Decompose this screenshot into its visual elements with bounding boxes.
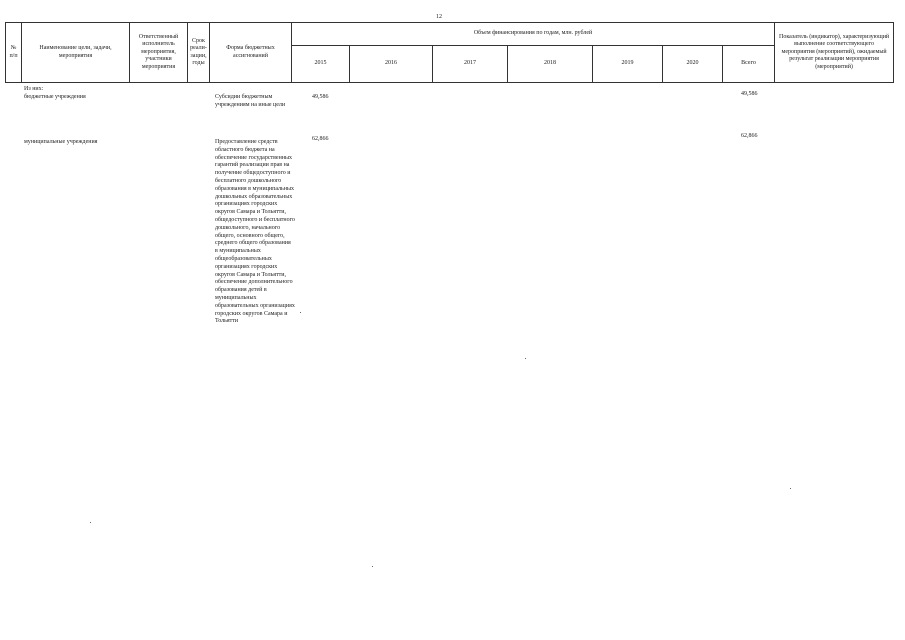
row-budget-institutions-total: 49,586 — [741, 91, 758, 97]
header-total: Всего — [723, 46, 775, 83]
header-name: Наименование цели, задачи, мероприятия — [22, 23, 130, 83]
header-year-2020: 2020 — [663, 46, 723, 83]
header-year-2017: 2017 — [433, 46, 508, 83]
header-indicator: Показатель (индикатор), характеризующий выполнение соответствующего мероприятия (мероприятий), ожидаемый результат реализации мероприятия (мероприятий) — [775, 23, 894, 83]
header-funding: Объем финансирования по годам, млн. рублей — [292, 23, 775, 46]
scan-speck — [372, 566, 373, 567]
row-budget-institutions-form: Субсидии бюджетным учреждениям на иные цели — [215, 94, 286, 108]
page-number: 12 — [436, 14, 442, 20]
scan-speck — [300, 312, 301, 313]
scan-speck — [90, 522, 91, 523]
row-budget-institutions-2015: 49,586 — [312, 94, 329, 100]
header-year-2018: 2018 — [508, 46, 593, 83]
budget-table-header — [5, 22, 894, 83]
header-year-2015: 2015 — [292, 46, 350, 83]
row-municipal-institutions-total: 62,866 — [741, 133, 758, 139]
scan-speck — [525, 358, 526, 359]
row-municipal-institutions-name: муниципальные учреждения — [24, 139, 98, 145]
header-responsible: Ответственный исполнитель мероприятия, участники мероприятия — [130, 23, 188, 83]
header-year-2016: 2016 — [350, 46, 433, 83]
header-form: Форма бюджетных ассигнований — [210, 23, 292, 83]
header-term: Срок реали-зации, годы — [188, 23, 210, 83]
row-municipal-institutions-form: Предоставление средств областного бюджета на обеспечение государственных гарантий реализации прав на получение общедоступного и бесплатного дошкольного образования в муниципальных дошкольных образовательных организациях городских округов Самара и Тольятти, общедоступного и бесплатного дошкольного, начального общего, основного общего, среднего общего образования в муниципальных общеобразовательных организациях городских округов Самара и Тольятти, обеспечение дополнительного образования детей в муниципальных образовательных организациях городских округов Самара и Тольятти — [215, 139, 295, 325]
row-municipal-institutions-2015: 62,866 — [312, 136, 329, 142]
scan-speck — [790, 488, 791, 489]
row-budget-institutions-name: Из них: бюджетные учреждения — [24, 86, 86, 100]
header-num: № п/п — [6, 23, 22, 83]
header-year-2019: 2019 — [593, 46, 663, 83]
